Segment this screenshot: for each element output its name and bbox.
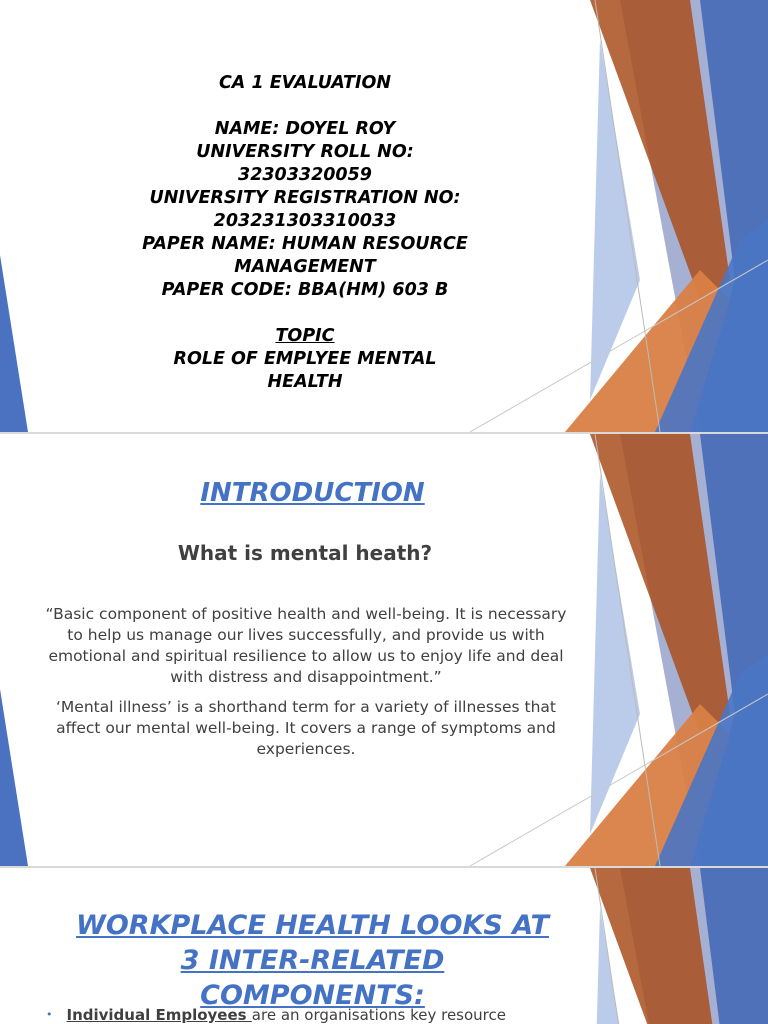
workplace-title-line2: 3 INTER-RELATED: [180, 945, 445, 976]
topic-line2: HEALTH: [267, 372, 343, 392]
introduction-title: INTRODUCTION: [200, 478, 425, 508]
roll-value: 32303320059: [238, 165, 372, 185]
roll-label: UNIVERSITY ROLL NO:: [196, 142, 414, 162]
topic-line1: ROLE OF EMPLYEE MENTAL: [173, 349, 437, 369]
registration-value: 203231303310033: [213, 211, 397, 231]
bullet-item: [46, 1006, 586, 1024]
bullet-icon: •: [46, 1008, 53, 1021]
topic-label: TOPIC: [275, 326, 335, 346]
student-name: NAME: DOYEL ROY: [214, 119, 396, 139]
slide-workplace-health: [0, 868, 768, 1024]
introduction-subtitle: What is mental heath?: [177, 541, 433, 565]
bullet-bold-label: Individual Employees: [66, 1006, 252, 1024]
slide-introduction: [0, 434, 768, 866]
paper-name-line2: MANAGEMENT: [234, 257, 376, 277]
slide-title: [0, 0, 768, 432]
workplace-title-line3: COMPONENTS:: [200, 980, 425, 1011]
paper-code: PAPER CODE: BBA(HM) 603 B: [161, 280, 449, 300]
evaluation-heading: CA 1 EVALUATION: [218, 73, 392, 93]
mental-illness-paragraph: ‘Mental illness’ is a shorthand term for a variety of illnesses that affect our mental well-being. It covers a range of symptoms and experiences.: [55, 698, 556, 758]
registration-label: UNIVERSITY REGISTRATION NO:: [149, 188, 461, 208]
workplace-title-line1: WORKPLACE HEALTH LOOKS AT: [76, 910, 549, 941]
paper-name-line1: PAPER NAME: HUMAN RESOURCE: [142, 234, 468, 254]
left-blue-triangle: [0, 255, 28, 432]
bullet-text: are an organisations key resource: [251, 1006, 506, 1024]
left-blue-triangle: [0, 689, 28, 866]
workplace-title: [40, 908, 585, 1013]
definition-quote: “Basic component of positive health and well-being. It is necessary to help us manage our lives successfully, and provide us with emotional and spiritual resilience to allow us to enjoy life and deal with distress and disappointment.”: [45, 605, 567, 686]
title-block: [40, 72, 570, 394]
